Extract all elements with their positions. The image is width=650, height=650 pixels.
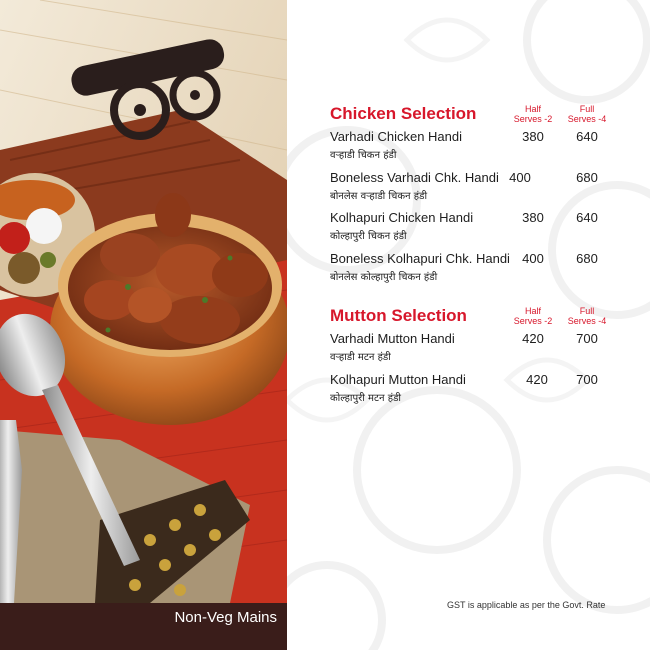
menu-item	[330, 129, 630, 169]
full-price: 640	[576, 210, 598, 225]
item-local-name: वऱ्हाडी मटन हंडी	[330, 352, 391, 363]
half-column-header: Half Serves -2	[513, 306, 553, 326]
gst-footnote: GST is applicable as per the Govt. Rate	[447, 600, 606, 610]
menu-item	[330, 372, 630, 412]
full-column-header: Full Serves -4	[567, 306, 607, 326]
item-local-name: कोल्हापुरी मटन हंडी	[330, 393, 402, 404]
mutton-section-title: Mutton Selection	[330, 306, 467, 325]
full-price: 680	[576, 170, 598, 185]
section-title: Non-Veg Mains	[174, 609, 277, 626]
item-local-name: बोनलेस वऱ्हाडी चिकन हंडी	[330, 191, 428, 202]
half-price: 400	[509, 170, 531, 185]
half-price: 420	[522, 331, 544, 346]
full-price: 680	[576, 251, 598, 266]
item-local-name: कोल्हापुरी चिकन हंडी	[330, 231, 407, 242]
full-column-header: Full Serves -4	[567, 104, 607, 124]
menu-item	[330, 210, 630, 250]
item-name: Varhadi Mutton Handi	[330, 331, 455, 346]
item-local-name: बोनलेस कोल्हापुरी चिकन हंडी	[330, 272, 438, 283]
half-price: 380	[522, 129, 544, 144]
food-photo-illustration	[0, 0, 287, 650]
chicken-section-title: Chicken Selection	[330, 104, 477, 123]
menu-item	[330, 331, 630, 371]
half-price: 380	[522, 210, 544, 225]
full-price: 640	[576, 129, 598, 144]
half-price: 420	[526, 372, 548, 387]
half-column-header: Half Serves -2	[513, 104, 553, 124]
item-name: Varhadi Chicken Handi	[330, 129, 462, 144]
half-price: 400	[522, 251, 544, 266]
menu-item	[330, 170, 630, 210]
menu-panel	[287, 0, 650, 650]
item-name: Kolhapuri Chicken Handi	[330, 210, 474, 225]
full-price: 700	[576, 372, 598, 387]
item-name: Boneless Kolhapuri Chk. Handi	[330, 251, 510, 266]
menu-item	[330, 251, 630, 291]
item-name: Boneless Varhadi Chk. Handi	[330, 170, 499, 185]
food-photo	[0, 0, 287, 650]
full-price: 700	[576, 331, 598, 346]
section-banner	[0, 603, 287, 650]
item-name: Kolhapuri Mutton Handi	[330, 372, 466, 387]
item-local-name: वऱ्हाडी चिकन हंडी	[330, 150, 397, 161]
